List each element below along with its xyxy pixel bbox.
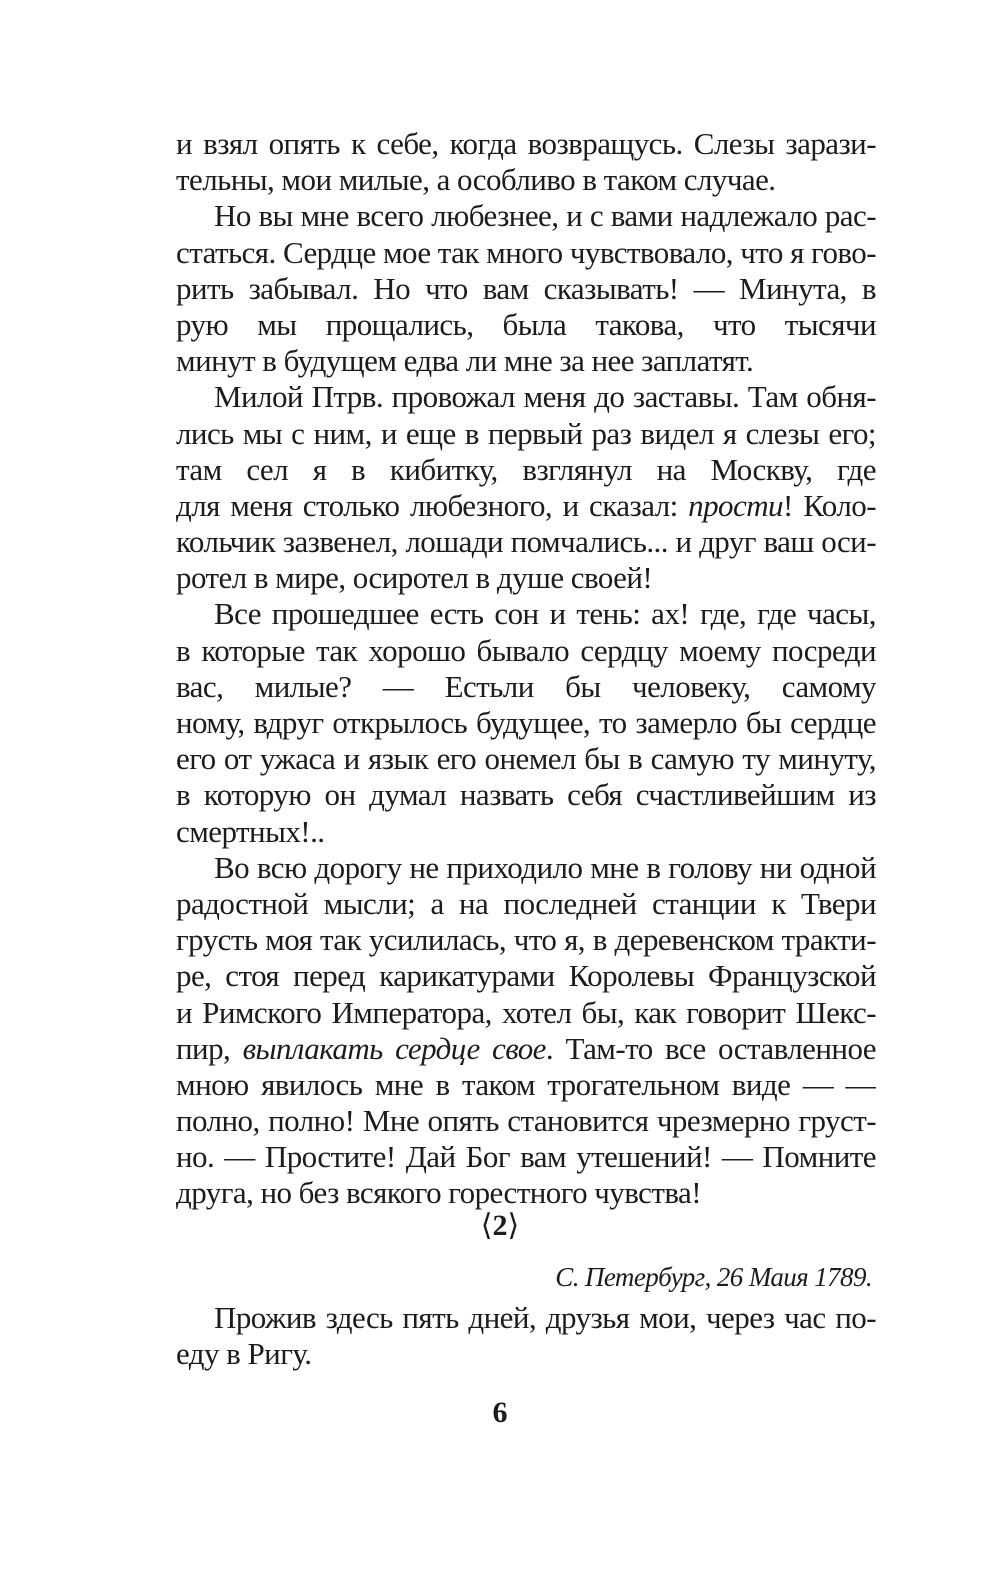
text-run: вас, милые? — Естьли бы человеку, самому <box>176 668 876 704</box>
text-line <box>176 1175 876 1211</box>
text-run: но. — Простите! Дай Бог вам утешений! — Помните <box>176 1139 876 1175</box>
text-line <box>176 560 876 596</box>
text-line <box>176 1336 876 1372</box>
text-run: в которые так хорошо бывало сердцу моему посреди <box>176 632 876 668</box>
text-run: тельны, мои милые, а особливо в таком случае. <box>176 162 776 198</box>
text-run: ротел в мире, осиротел в душе своей! <box>176 560 653 596</box>
text-run: радостной мысли; а на последней станции к Твери <box>176 885 876 921</box>
letter-dateline: С. Петербург, 26 Маия 1789. <box>555 1262 872 1292</box>
italic-phrase: выплакать сердце свое <box>242 1030 546 1066</box>
text-run: Во всю дорогу не приходило мне в голову ни одной <box>214 849 876 885</box>
text-line <box>176 307 876 343</box>
text-line <box>176 1300 876 1336</box>
text-run: Все прошедшее есть сон и тень: ах! где, где часы, <box>214 596 876 632</box>
text-run: грусть моя так усилилась, что я, в деревенском тракти- <box>176 922 876 958</box>
text-line <box>176 777 876 813</box>
text-run: и взял опять к себе, когда возвращусь. Слезы зарази- <box>176 126 876 161</box>
text-line <box>176 343 876 379</box>
text-run: статься. Сердце мое так много чувствовало, что я гово- <box>176 234 876 270</box>
text-line <box>176 958 876 994</box>
paragraph <box>176 1300 876 1372</box>
text-line <box>176 596 876 632</box>
text-line <box>176 235 876 271</box>
text-run: рить забывал. Но что вам сказывать! — Минута, в <box>176 270 876 306</box>
text-run: ! Коло- <box>783 487 876 523</box>
text-line <box>176 1067 876 1103</box>
text-run: друга, но без всякого горестного чувства! <box>176 1175 702 1211</box>
letter-number: 2 <box>492 1209 508 1242</box>
text-line <box>176 1139 876 1175</box>
next-letter-opening-text <box>176 1300 876 1372</box>
text-run: в которую он думал назвать себя счастливейшим из <box>176 777 876 813</box>
text-line <box>176 886 876 922</box>
text-line <box>176 524 876 560</box>
letter-number-close-bracket: ⟩ <box>507 1209 520 1242</box>
text-run: смертных!.. <box>176 813 325 849</box>
page-number: 6 <box>492 1396 508 1429</box>
text-run: минут в будущем едва ли мне за нее заплатят. <box>176 343 754 379</box>
paragraph <box>176 596 876 849</box>
paragraph <box>176 850 876 1212</box>
text-line <box>176 741 876 777</box>
paragraph <box>176 198 876 379</box>
text-line <box>176 705 876 741</box>
italic-phrase: прости <box>688 487 783 523</box>
letter-number-heading <box>0 1208 1000 1243</box>
text-line <box>176 416 876 452</box>
text-line <box>176 271 876 307</box>
text-run: Но вы мне всего любезнее, и с вами надлежало рас- <box>214 198 876 234</box>
text-run: ному, вдруг открылось будущее, то замерло бы сердце <box>176 705 876 740</box>
text-line <box>176 379 876 415</box>
text-line <box>176 452 876 488</box>
text-run: ре, стоя перед карикатурами Королевы Французской <box>176 958 876 994</box>
paragraph <box>176 126 876 198</box>
text-run: . Там-то все оставленное <box>545 1030 876 1066</box>
text-line <box>176 126 876 162</box>
text-run: его от ужаса и язык его онемел бы в самую ту минуту, <box>176 741 876 777</box>
text-run: лись мы с ним, и еще в первый раз видел я слезы его; <box>176 415 876 451</box>
text-line <box>176 1031 876 1067</box>
text-run: для меня столько любезного, и сказал: <box>176 487 689 523</box>
text-line <box>176 633 876 669</box>
text-run: мною явилось мне в таком трогательном виде — — <box>176 1066 876 1102</box>
paragraph <box>176 379 876 596</box>
text-line <box>176 198 876 234</box>
text-run: рую мы прощались, была такова, что тысячи <box>176 306 876 342</box>
text-line <box>176 162 876 198</box>
text-run: кольчик зазвенел, лошади помчались... и друг ваш оси- <box>176 524 876 560</box>
text-line <box>176 1103 876 1139</box>
letter-body-text <box>176 126 876 1212</box>
text-run: еду в Ригу. <box>176 1336 312 1372</box>
text-line <box>176 922 876 958</box>
text-run: Прожив здесь пять дней, друзья мои, через час по- <box>214 1300 876 1335</box>
text-run: полно, полно! Мне опять становится чрезмерно груст- <box>176 1103 876 1139</box>
text-run: там сел я в кибитку, взглянул на Москву, где <box>176 451 876 487</box>
text-line <box>176 669 876 705</box>
text-line <box>176 488 876 524</box>
letter-number-open-bracket: ⟨ <box>480 1209 493 1242</box>
text-line <box>176 995 876 1031</box>
text-run: пир, <box>176 1030 243 1066</box>
text-line <box>176 814 876 850</box>
text-run: Милой Птрв. провожал меня до заставы. Там обня- <box>214 379 876 415</box>
text-line <box>176 850 876 886</box>
text-run: и Римского Императора, хотел бы, как говорит Шекс- <box>176 994 876 1030</box>
